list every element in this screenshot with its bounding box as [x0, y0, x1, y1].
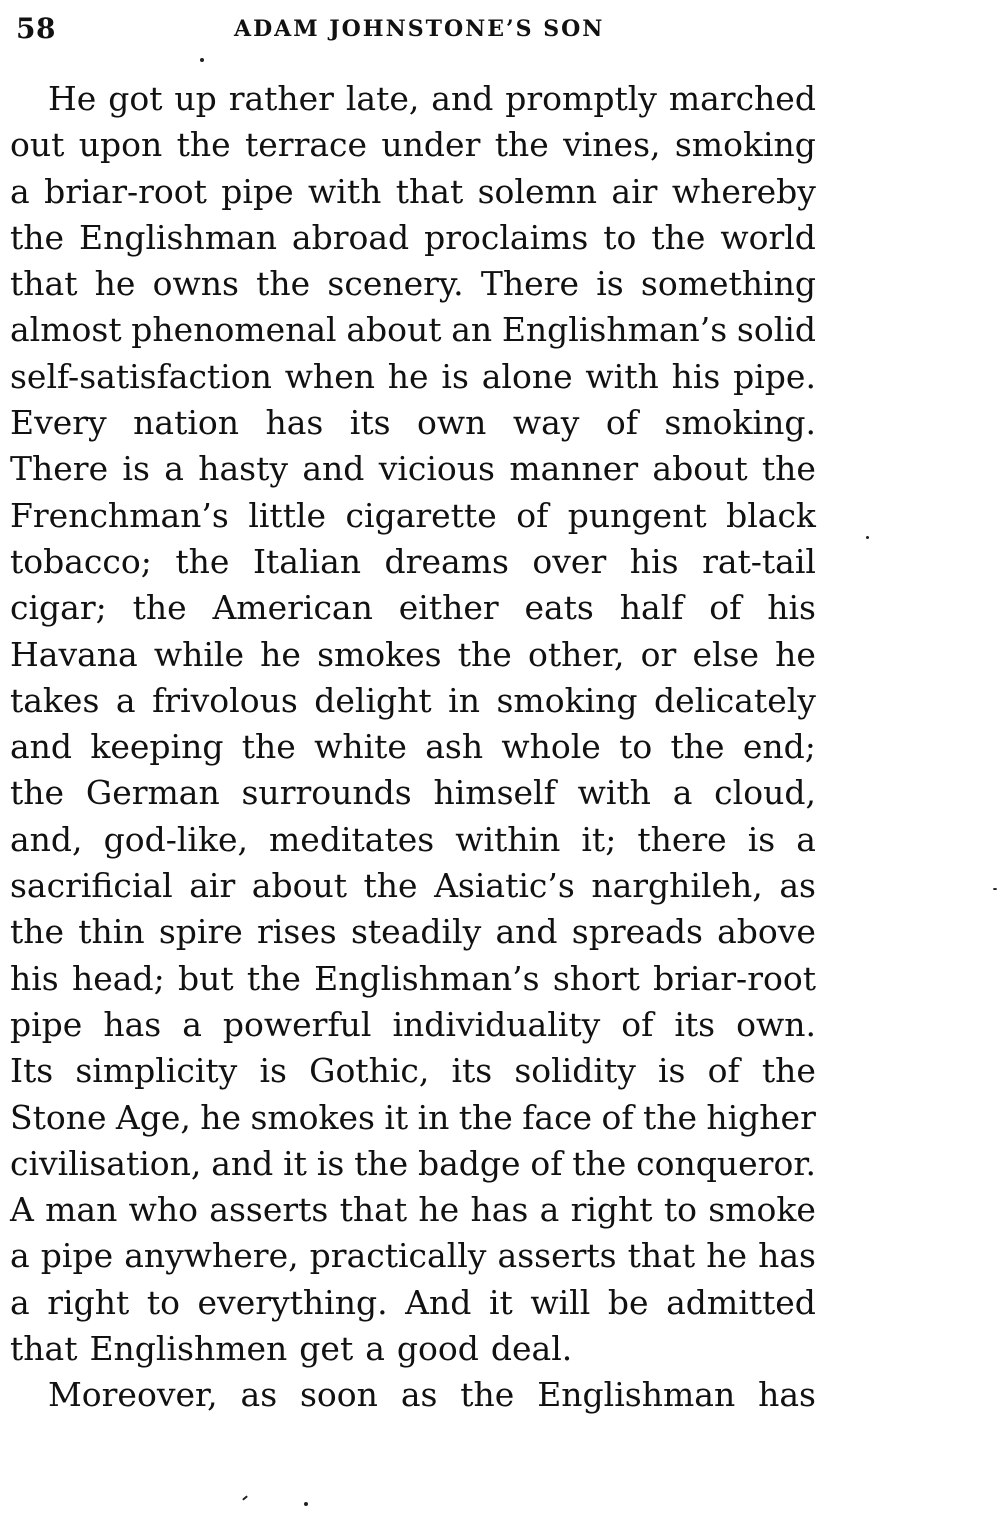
text-line: the thin spire rises steadily and spreads above — [10, 912, 816, 952]
text-line: Every nation has its own way of smoking. — [10, 403, 816, 443]
text-line: and, god-like, meditates within it; there is a — [10, 819, 816, 859]
text-line: Moreover, as soon as the Englishman has — [48, 1375, 816, 1415]
text-line: a briar-root pipe with that solemn air whereby — [10, 171, 816, 211]
text-line: There is a hasty and vicious manner about the — [10, 449, 816, 489]
text-line: A man who asserts that he has a right to smoke — [10, 1190, 816, 1230]
text-line: that Englishmen get a good deal. — [10, 1329, 573, 1369]
page-number: 58 — [16, 12, 56, 45]
text-line: Frenchman’s little cigarette of pungent black — [10, 495, 816, 535]
running-title: ADAM JOHNSTONE’S SON — [234, 16, 605, 42]
text-line: that he owns the scenery. There is something — [10, 264, 816, 304]
print-speck — [242, 1495, 248, 1500]
print-speck — [304, 1502, 308, 1506]
text-line: tobacco; the Italian dreams over his rat-tail — [10, 541, 816, 581]
text-line: takes a frivolous delight in smoking delicately — [10, 680, 816, 720]
text-line: the German surrounds himself with a cloud, — [10, 773, 816, 813]
text-line: sacrificial air about the Asiatic’s narghileh, as — [10, 866, 816, 906]
text-line: Havana while he smokes the other, or else he — [10, 634, 816, 674]
text-line: Its simplicity is Gothic, its solidity is of the — [10, 1051, 816, 1091]
running-head — [16, 8, 816, 48]
text-line: pipe has a powerful individuality of its own. — [10, 1004, 816, 1044]
text-line: He got up rather late, and promptly marched — [48, 79, 816, 118]
body-text — [10, 76, 816, 1419]
text-line: a pipe anywhere, practically asserts that he has — [10, 1236, 816, 1276]
text-line: out upon the terrace under the vines, smoking — [10, 125, 816, 165]
text-line: civilisation, and it is the badge of the conqueror. — [10, 1143, 816, 1183]
text-line: self-satisfaction when he is alone with his pipe. — [10, 356, 816, 396]
print-speck — [866, 536, 869, 539]
text-line: his head; but the Englishman’s short briar-root — [10, 958, 816, 998]
text-line: the Englishman abroad proclaims to the world — [10, 217, 816, 257]
text-line: almost phenomenal about an Englishman’s solid — [10, 310, 816, 350]
text-line: a right to everything. And it will be admitted — [10, 1282, 816, 1322]
text-line: Stone Age, he smokes it in the face of the higher — [10, 1097, 816, 1137]
text-line: cigar; the American either eats half of his — [10, 588, 816, 628]
print-speck — [993, 888, 997, 890]
print-speck — [200, 58, 204, 62]
text-line: and keeping the white ash whole to the end; — [10, 727, 816, 767]
